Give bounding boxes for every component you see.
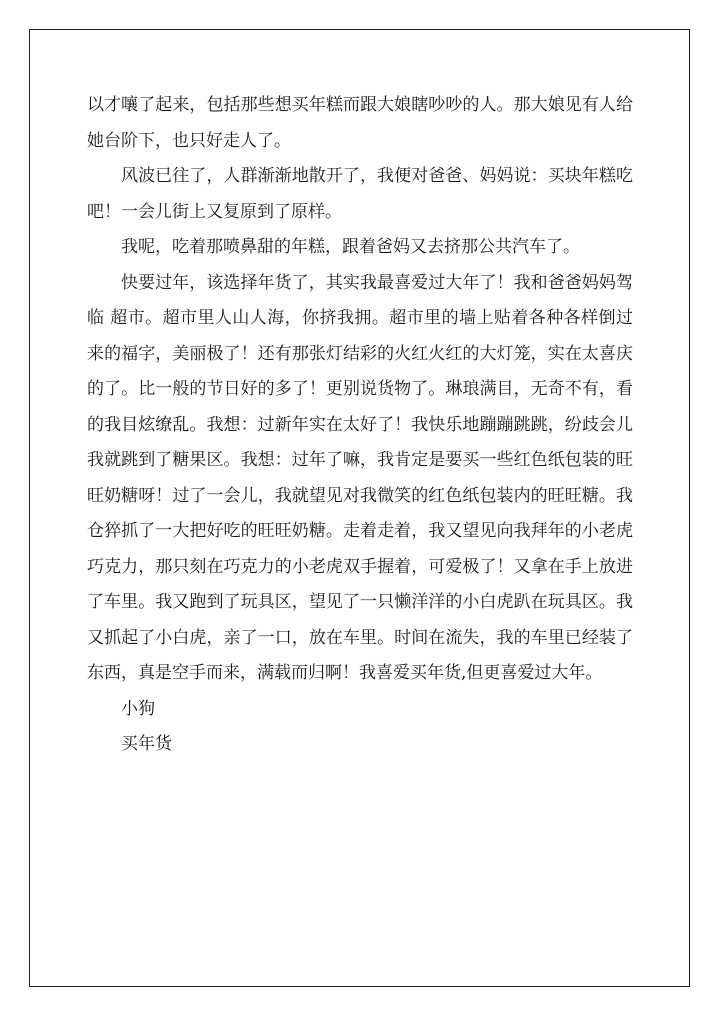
paragraph-4: 快要过年，该选择年货了，其实我最喜爱过大年了！我和爸爸妈妈驾临 超市。超市里人山人海，你挤我拥。超市里的墙上贴着各种各样倒过来的福字，美丽极了！还有那张灯结彩的火红火红的大灯笼，实在太喜庆的了。比一般的节日好的多了！更别说货物了。琳琅满目，无奇不有，看的我目炫缭乱。我想：过新年实在太好了！我快乐地蹦蹦跳跳，纷歧会儿我就跳到了糖果区。我想：过年了嘛，我肯定是要买一些红色纸包装的旺旺奶糖呀！过了一会儿，我就望见对我微笑的红色纸包装内的旺旺糖。我仓猝抓了一大把好吃的旺旺奶糖。走着走着，我又望见向我拜年的小老虎巧克力，那只刻在巧克力的小老虎双手握着，可爱极了！又拿在手上放进了车里。我又跑到了玩具区，望见了一只懒洋洋的小白虎趴在玩具区。我又抓起了小白虎，亲了一口，放在车里。时间在流失，我的车里已经装了东西，真是空手而来，满载而归啊！我喜爱买年货,但更喜爱过大年。 — [87, 272, 633, 683]
author-line: 小狗 — [121, 698, 155, 719]
paragraph-3: 我呢，吃着那喷鼻甜的年糕，跟着爸妈又去挤那公共汽车了。 — [121, 237, 580, 257]
paragraph-1: 以才嚷了起来，包括那些想买年糕而跟大娘瞎吵吵的人。那大娘见有人给她台阶下，也只好走人了。 — [87, 95, 633, 151]
title-line: 买年货 — [121, 734, 172, 754]
paragraph-2: 风波已往了，人群渐渐地散开了，我便对爸爸、妈妈说：买块年糕吃吧！一会儿街上又复原到了原样。 — [87, 166, 633, 222]
document-body — [87, 88, 633, 763]
